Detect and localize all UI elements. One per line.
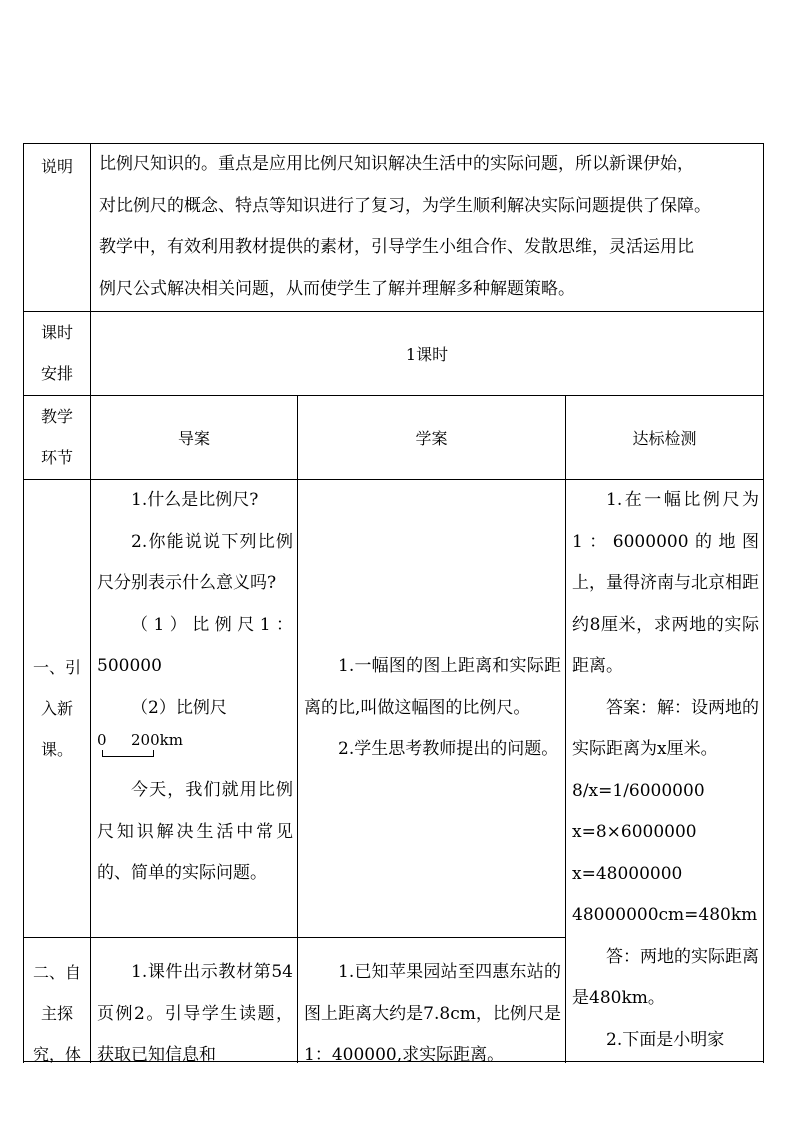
study-a1: 1.一幅图的图上距离和实际距离的比,叫做这幅图的比例尺。 [304,656,561,718]
scale-bar [97,729,192,759]
section2-guide-text: 1.课件出示教材第54页例2。引导学生读题，获取已知信息和 [97,962,293,1063]
col-test-header: 达标检测 [566,396,764,480]
test-eq1: 8/x=1/6000000 [572,780,705,801]
schedule-value-cell [91,312,764,396]
header-label [24,396,90,478]
section1-label-cell [24,480,91,938]
schedule-value: 1课时 [405,345,449,364]
test-eq4: 48000000cm=480km [572,905,758,925]
explain-line-2: 对比例尺的概念、特点等知识进行了复习，为学生顺利解决实际问题提供了保障。 [99,195,711,216]
explain-text [91,144,763,310]
scale-bar-start: 0 [97,731,107,749]
explain-line-4: 例尺公式解决相关问题，从而使学生了解并理解多种解题策略。 [99,278,575,299]
section1-guide [91,480,297,895]
section1-study-cell [298,480,566,938]
explain-label-cell [24,144,91,312]
header-label-line1: 教学 [40,407,73,426]
guide-q2: 2.你能说说下列比例尺分别表示什么意义吗? [97,531,293,593]
schedule-label [24,312,90,394]
section2-guide [91,938,297,1063]
explain-line-3: 教学中，有效利用教材提供的素材，引导学生小组合作、发散思维，灵活运用比 [99,237,694,257]
section2-label-line1: 二、自 [32,963,81,982]
guide-q1: 1.什么是比例尺? [131,490,259,510]
section1-label-line3: 课。 [40,740,73,759]
section2-study [298,938,565,1063]
guide-item2: （2）比例尺 [131,697,227,718]
lesson-plan-table [23,143,764,1063]
header-label-cell [24,396,91,480]
section2-guide-cell [91,938,298,1064]
scale-bar-end: 200km [131,731,183,749]
guide-item1: （1）比例尺1：500000 [97,614,293,676]
section1-label-line1: 一、引 [32,658,81,677]
explain-label: 说明 [40,157,73,176]
explain-line-1: 比例尺知识的。重点是应用比例尺知识解决生活中的实际问题，所以新课伊始， [99,154,694,174]
section2-study-cell [298,938,566,1064]
study-a2: 2.学生思考教师提出的问题。 [338,739,559,760]
section2-label-cell [24,938,91,1064]
section1-label-line2: 入新 [40,699,73,718]
test-conclusion: 答：两地的实际距离是480km。 [572,946,759,1008]
section2-label-line3: 究，体 [32,1045,81,1063]
row-header [24,396,764,480]
test-cell [566,480,764,1064]
section1-study [298,646,565,771]
test-answer-intro: 答案：解：设两地的实际距离为x厘米。 [572,697,759,759]
row-explain [24,144,764,312]
section2-label [24,938,90,1063]
section2-study-text: 1.已知苹果园站至四惠东站的图上距离大约是7.8cm，比例尺是1：400000,求实际距离。 [304,962,561,1063]
schedule-label-cell [24,312,91,396]
row-section-1 [24,480,764,938]
section1-guide-cell [91,480,298,938]
test-eq3: x=48000000 [572,863,683,884]
scale-bar-line-graphic [102,750,154,757]
test-eq2: x=8×6000000 [572,822,697,842]
header-label-line2: 环节 [40,448,73,467]
page-bottom-border [23,1061,763,1062]
schedule-label-line2: 安排 [40,364,73,383]
scale-bar-line [97,729,293,770]
section2-label-line2: 主探 [40,1004,73,1023]
test-q1: 1.在一幅比例尺为1：6000000的地图上，量得济南与北京相距约8厘米，求两地的实际距离。 [572,490,759,676]
test-q2: 2.下面是小明家 [606,1029,725,1050]
col-guide-header: 导案 [91,396,298,480]
col-study-header: 学案 [298,396,566,480]
test-content [566,480,763,1061]
explain-text-cell [91,144,764,312]
schedule-label-line1: 课时 [40,323,73,342]
row-schedule [24,312,764,396]
guide-today: 今天，我们就用比例尺知识解决生活中常见的、简单的实际问题。 [97,780,293,883]
section1-label [24,647,90,770]
